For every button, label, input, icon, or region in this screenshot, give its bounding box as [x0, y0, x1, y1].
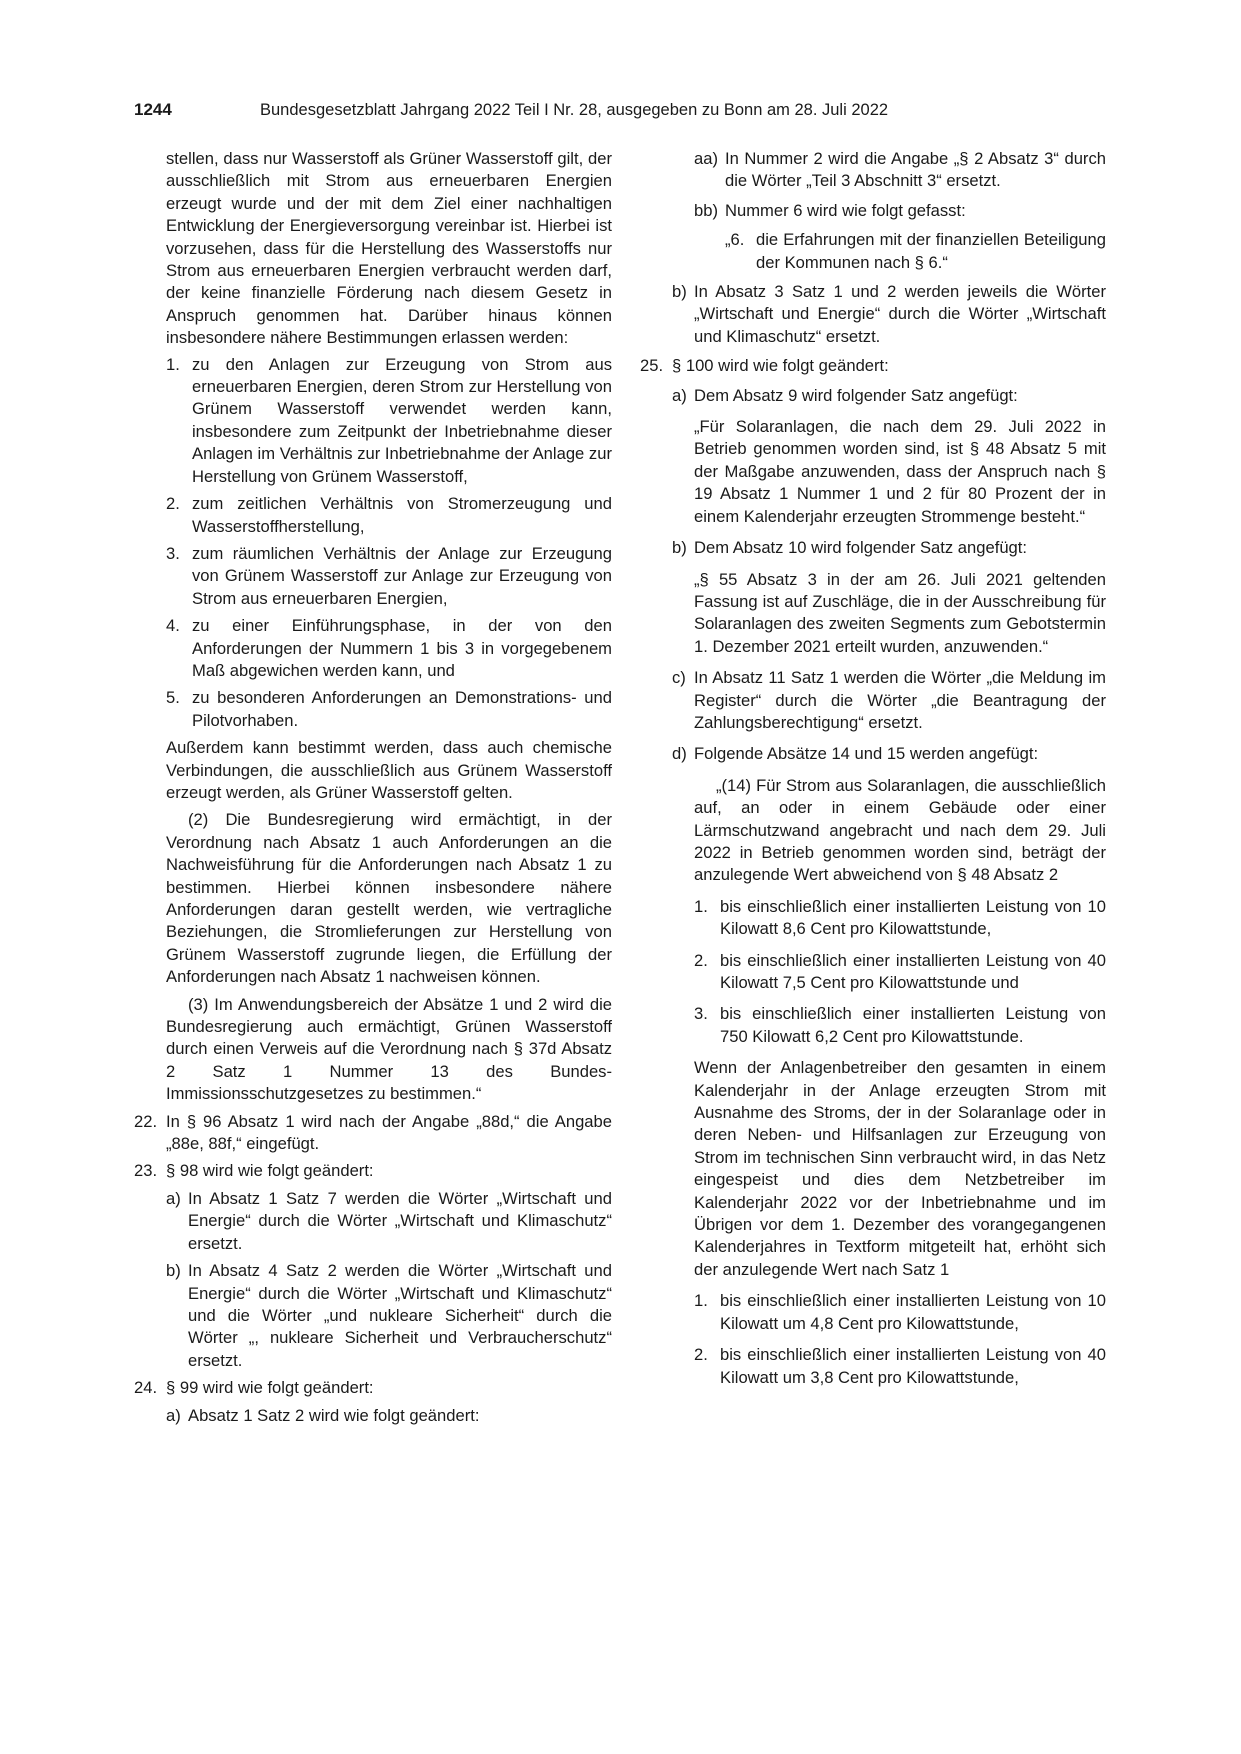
sub-item-text: In Absatz 11 Satz 1 werden die Wörter „die Meldung im Register“ durch die Wörter „die Beantragung der Zahlungsberechtigung“ ersetzt.: [694, 668, 1106, 732]
amendment-text: § 100 wird wie folgt geändert:: [672, 356, 889, 376]
list-item-label: 4.: [166, 616, 180, 636]
list-item-label: 3.: [166, 543, 180, 563]
amendment-text: § 99 wird wie folgt geändert:: [166, 1378, 374, 1398]
list-item-text: zu einer Einführungsphase, in der von den Anforderungen der Nummern 1 bis 3 in vorgegebenem Maß abgewichen werden kann, und: [192, 616, 612, 680]
amendment-number: 24.: [134, 1378, 158, 1398]
quoted-text-absatz-9: „Für Solaranlagen, die nach dem 29. Juli 2022 in Betrieb genommen worden sind, ist § 48 Absatz 5 mit der Maßgabe anzuwenden, dass der Anspruch nach § 19 Absatz 1 Nummer 1 und 2 für 80 Prozent der in einem Kalenderjahr erzeugten Strommenge besteht.“: [694, 417, 1106, 526]
ausserdem-paragraph: Außerdem kann bestimmt werden, dass auch chemische Verbindungen, die ausschließlich aus Grünem Wasserstoff erzeugt werden, als Grüner Wasserstoff gelten.: [166, 738, 612, 802]
list-item-text: bis einschließlich einer installierten Leistung von 40 Kilowatt um 3,8 Cent pro Kilowattstunde,: [720, 1345, 1106, 1387]
page-header: [134, 100, 1094, 126]
sub-item-text: Dem Absatz 9 wird folgender Satz angefügt:: [694, 385, 1018, 405]
amendment-number: 22.: [134, 1111, 158, 1131]
list-item-text: bis einschließlich einer installierten Leistung von 750 Kilowatt 6,2 Cent pro Kilowattstunde.: [720, 1004, 1106, 1046]
quoted-item-6: [725, 229, 1106, 274]
list-item-label: 1.: [694, 896, 708, 916]
sub-item-label: a): [166, 1188, 181, 1208]
list-item: [694, 1003, 1106, 1048]
quoted-item-label: „6.: [725, 230, 745, 250]
list-item-text: zu den Anlagen zur Erzeugung von Strom aus erneuerbaren Energien, deren Strom zur Herstellung von Grünem Wasserstoff verwendet werden kann, insbesondere zum Zeitpunkt der Inbetriebnahme dieser Anlagen im Verhältnis zur Inbetriebnahme der Anlage zur Herstellung von Grünem Wasserstoff,: [192, 354, 612, 486]
amendment-text: In § 96 Absatz 1 wird nach der Angabe „88d,“ die Angabe „88e, 88f,“ eingefügt.: [166, 1111, 612, 1154]
paragraph-2: (2) Die Bundesregierung wird ermächtigt, in der Verordnung nach Absatz 1 auch Anforderungen an die Nachweisführung für die Anforderungen nach Absatz 1 zu bestimmen. Hierbei können insbesondere nähere Anforderungen daran gestellt werden, wie vertragliche Beziehungen, die Stromlieferungen zur Herstellung von Grünem Wasserstoff zugrunde liegen, die Erfüllung der Anforderungen nach Absatz 1 nachweisen können.: [166, 810, 612, 987]
wenn-paragraph: Wenn der Anlagenbetreiber den gesamten in einem Kalenderjahr in der Anlage erzeugten Strom mit Ausnahme des Stroms, der in der Solaranlage oder in deren Neben- und Hilfsanlagen zur Erzeugung von Strom im technischen Sinn verbraucht wird, in das Netz eingespeist und dies dem Netzbetreiber im Kalenderjahr 2022 vor der Inbetriebnahme und im Übrigen vor dem 1. Dezember des vorangegangenen Kalenderjahres in Textform mitgeteilt hat, erhöht sich der anzulegende Wert nach Satz 1: [694, 1058, 1106, 1279]
list-item: [166, 687, 612, 732]
list-item: [166, 493, 612, 538]
sub-item-d-100: [672, 743, 1106, 765]
list-item: [166, 354, 612, 488]
running-title: Bundesgesetzblatt Jahrgang 2022 Teil I Nr. 28, ausgegeben zu Bonn am 28. Juli 2022: [260, 101, 889, 119]
paragraph-3: (3) Im Anwendungsbereich der Absätze 1 und 2 wird die Bundesregierung auch ermächtigt, Grünen Wasserstoff durch einen Verweis auf die Verordnung nach § 37d Absatz 2 Satz 1 Nummer 13 des Bundes-Immissionsschutzgesetzes zu bestimmen.“: [166, 994, 612, 1104]
amendment-25: [640, 355, 1106, 377]
amendment-23: [134, 1160, 612, 1182]
amendment-number: 25.: [640, 356, 664, 376]
amendment-text: § 98 wird wie folgt geändert:: [166, 1161, 374, 1181]
sub-item-label: b): [672, 282, 687, 302]
list-item-label: 2.: [694, 1345, 708, 1365]
list-item: [166, 615, 612, 682]
list-item: [166, 543, 612, 610]
sub-sub-item-label: aa): [694, 149, 718, 168]
list-item: [694, 1344, 1106, 1389]
sub-item: [166, 1260, 612, 1372]
list-item-text: zu besonderen Anforderungen an Demonstrations- und Pilotvorhaben.: [192, 688, 612, 730]
amendment-22: [134, 1111, 612, 1156]
page-number: 1244: [134, 100, 172, 119]
sub-item-text: Dem Absatz 10 wird folgender Satz angefügt:: [694, 538, 1027, 558]
sub-item-text: Absatz 1 Satz 2 wird wie folgt geändert:: [188, 1405, 480, 1425]
list-item-text: bis einschließlich einer installierten Leistung von 40 Kilowatt 7,5 Cent pro Kilowattstunde und: [720, 950, 1106, 992]
list-item-text: zum räumlichen Verhältnis der Anlage zur Erzeugung von Grünem Wasserstoff zur Anlage zur Erzeugung von Strom aus erneuerbaren Energien,: [192, 543, 612, 608]
sub-item: [166, 1405, 612, 1427]
list-item-text: bis einschließlich einer installierten Leistung von 10 Kilowatt 8,6 Cent pro Kilowattstunde,: [720, 896, 1106, 939]
list-item-label: 1.: [166, 354, 180, 374]
list-item-label: 2.: [166, 494, 180, 514]
quoted-text-absatz-10: „§ 55 Absatz 3 in der am 26. Juli 2021 geltenden Fassung ist auf Zuschläge, die in der Ausschreibung für Solaranlagen des zweiten Segments zum Gebotstermin 1. Dezember 2021 erteilt wurden, anzuwenden.“: [694, 569, 1106, 656]
sub-item-b-100: [672, 537, 1106, 559]
sub-item-text: Folgende Absätze 14 und 15 werden angefügt:: [694, 744, 1039, 764]
sub-sub-item-aa: [694, 148, 1106, 193]
left-column: [134, 148, 612, 1427]
sub-item-a-100: [672, 385, 1106, 407]
sub-item: [166, 1188, 612, 1255]
sub-item-label: a): [672, 385, 687, 405]
sub-sub-item-text: In Nummer 2 wird die Angabe „§ 2 Absatz 3“ durch die Wörter „Teil 3 Abschnitt 3“ ersetzt.: [725, 149, 1106, 191]
sub-item-b-99: [672, 281, 1106, 348]
intro-paragraph: stellen, dass nur Wasserstoff als Grüner Wasserstoff gilt, der ausschließlich mit Strom aus erneuerbaren Energien erzeugt wurde und der mit dem Ziel einer nachhaltigen Entwicklung der Energieversorgung vereinbar ist. Hierbei ist vorzusehen, dass für die Herstellung des Wasserstoffs nur Strom aus erneuerbaren Energien verbraucht werden darf, der keine finanzielle Förderung nach diesem Gesetz in Anspruch genommen hat. Darüber hinaus können insbesondere nähere Bestimmungen erlassen werden:: [166, 149, 612, 348]
sub-sub-item-text: Nummer 6 wird wie folgt gefasst:: [725, 200, 966, 220]
list-item-label: 1.: [694, 1291, 708, 1311]
list-item: [694, 896, 1106, 941]
sub-sub-item-bb: [694, 200, 1106, 222]
sub-item-label: c): [672, 668, 686, 688]
list-item-label: 2.: [694, 950, 708, 970]
amendment-number: 23.: [134, 1161, 158, 1181]
sub-item-c-100: [672, 667, 1106, 734]
right-column: [640, 148, 1106, 1389]
list-item-text: bis einschließlich einer installierten Leistung von 10 Kilowatt um 4,8 Cent pro Kilowattstunde,: [720, 1291, 1106, 1333]
sub-item-text: In Absatz 3 Satz 1 und 2 werden jeweils die Wörter „Wirtschaft und Energie“ durch die Wörter „Wirtschaft und Klimaschutz“ ersetzt.: [694, 282, 1106, 346]
list-item-label: 3.: [694, 1004, 708, 1024]
quoted-item-text: die Erfahrungen mit der finanziellen Beteiligung der Kommunen nach § 6.“: [756, 230, 1106, 272]
sub-item-label: b): [166, 1261, 181, 1281]
sub-item-label: d): [672, 744, 687, 764]
sub-item-text: In Absatz 1 Satz 7 werden die Wörter „Wirtschaft und Energie“ durch die Wörter „Wirtschaft und Klimaschutz“ ersetzt.: [188, 1188, 612, 1253]
sub-item-label: a): [166, 1405, 181, 1425]
list-item: [694, 950, 1106, 995]
sub-sub-item-label: bb): [694, 200, 718, 220]
sub-item-label: b): [672, 538, 687, 558]
list-item: [694, 1290, 1106, 1335]
sub-item-text: In Absatz 4 Satz 2 werden die Wörter „Wirtschaft und Energie“ durch die Wörter „Wirtschaft und Klimaschutz“ und die Wörter „und nukleare Sicherheit“ durch die Wörter „, nukleare Sicherheit und Verbraucherschutz“ ersetzt.: [188, 1261, 612, 1370]
amendment-24: [134, 1377, 612, 1399]
list-item-label: 5.: [166, 688, 180, 708]
quoted-absatz-14: „(14) Für Strom aus Solaranlagen, die ausschließlich auf, an oder in einem Gebäude oder einer Lärmschutzwand angebracht und nach dem 29. Juli 2022 in Betrieb genommen worden sind, beträgt der anzulegende Wert abweichend von § 48 Absatz 2: [694, 775, 1106, 885]
list-item-text: zum zeitlichen Verhältnis von Stromerzeugung und Wasserstoffherstellung,: [192, 494, 612, 536]
